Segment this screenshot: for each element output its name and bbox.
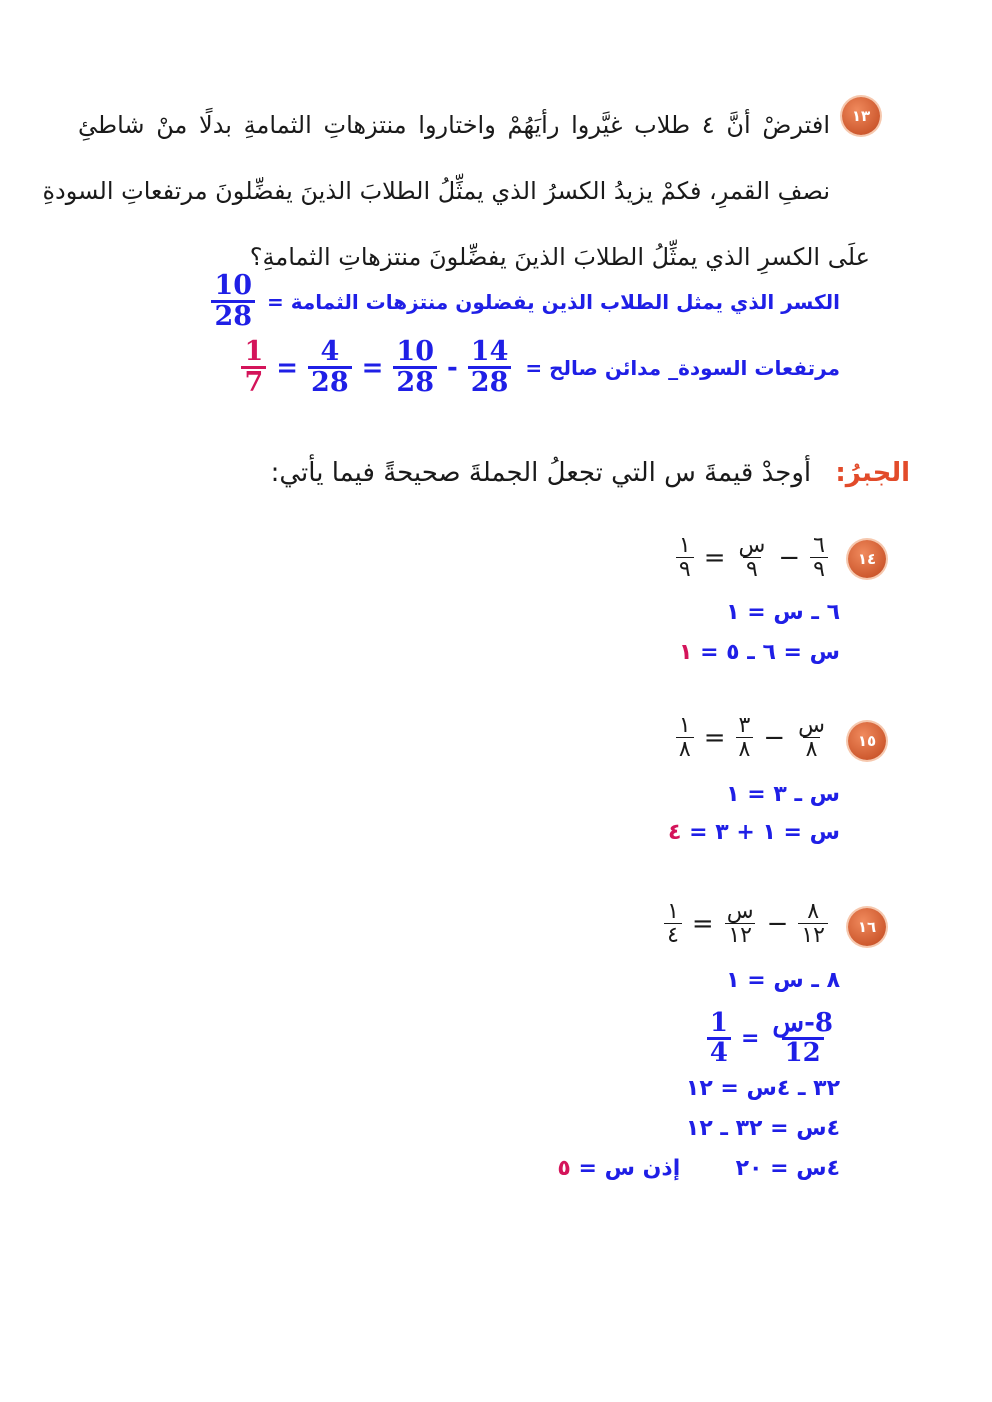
answer-2-equals-2: = [276, 352, 299, 383]
p16-step-fraction-equals: = [740, 1026, 760, 1052]
problem-13-line-3: علَى الكسرِ الذي يمثِّلُ الطلابَ الذينَ يفضِّلونَ منتزهاتِ الثمامةِ؟ [249, 243, 870, 271]
algebra-heading [271, 458, 910, 488]
problem-13-line-1: افترضْ أنَّ ٤ طلاب غيَّروا رأيَهُمْ واختاروا منتزهاتِ الثمامةِ بدلًا منْ شاطئِ [78, 111, 830, 139]
answer-2-fraction-4: $\frac{1}{7}$ [241, 338, 266, 398]
answer-2-fraction-1: $\frac{14}{28}$ [468, 338, 512, 398]
answer-1-fraction: $\frac{10}{28}$ [211, 272, 255, 332]
p16-step-1: ٨ ـ س = ١ [726, 968, 840, 993]
p16-step-4: ٤س = ٣٢ ـ ١٢ [685, 1116, 840, 1141]
p16-equals: = [691, 908, 714, 939]
answer-2-label: مرتفعات السودة_ مدائن صالح = [525, 355, 840, 380]
problem-15-badge [848, 722, 886, 760]
answer-2-fraction-2: $\frac{10}{28}$ [393, 338, 437, 398]
answer-2-equals-1: = [361, 352, 384, 383]
p16-fraction-a: $\frac{٨}{١٢}$ [798, 900, 828, 947]
p16-fraction-c: $\frac{١}{٤}$ [664, 900, 682, 947]
problem-14-badge [848, 540, 886, 578]
problem-16-equation [660, 900, 832, 947]
p14-fraction-c: $\frac{١}{٩}$ [676, 534, 694, 581]
problem-15-number: ١٥ [857, 732, 877, 750]
p14-fraction-a: $\frac{٦}{٩}$ [810, 534, 828, 581]
problem-13-badge [842, 97, 880, 135]
problem-16-number: ١٦ [857, 918, 877, 936]
algebra-label: الجبرُ: [835, 458, 910, 488]
p14-minus: − [778, 542, 801, 573]
p15-step-2: س = ١ + ٣ = ٤ [668, 820, 840, 845]
p16-step-5: ٤س = ٢٠ إذن س = ٥ [557, 1156, 840, 1181]
p15-fraction-c: $\frac{١}{٨}$ [676, 714, 694, 761]
p15-step-1: س ـ ٣ = ١ [726, 782, 840, 807]
p16-result: ٥ [557, 1156, 571, 1181]
problem-15-equation [672, 714, 832, 761]
p16-step-fraction-right: $\frac{1}{4}$ [707, 1010, 731, 1068]
answer-1-label: الكسر الذي يمثل الطلاب الذين يفضلون منتزهات الثمامة = [267, 289, 840, 314]
p14-fraction-b: $\frac{\text{س}}{٩}$ [738, 533, 766, 583]
p14-equals: = [703, 542, 726, 573]
p16-minus: − [766, 908, 789, 939]
algebra-instruction: أوجدْ قيمةَ س التي تجعلُ الجملةَ صحيحةً فيما يأتي: [270, 458, 812, 488]
problem-14-equation [672, 534, 832, 581]
problem-13-answer-1 [207, 272, 840, 332]
p14-step-2: س = ٦ ـ ٥ = ١ [678, 640, 840, 665]
p15-fraction-a: $\frac{\text{س}}{٨}$ [798, 713, 825, 763]
problem-13-line-2: نصفِ القمرِ، فكمْ يزيدُ الكسرُ الذي يمثِّلُ الطلابَ الذينَ يفضِّلونَ مرتفعاتِ السودةِ [42, 177, 830, 205]
answer-2-fraction-3: $\frac{4}{28}$ [308, 338, 352, 398]
p15-equals: = [703, 722, 726, 753]
p16-step-fraction-left: $\frac{\text{8-س}}{12}$ [772, 1008, 833, 1069]
problem-14-number: ١٤ [857, 550, 877, 568]
problem-13-number: ١٣ [851, 107, 871, 125]
problem-16-badge [848, 908, 886, 946]
p16-step-3: ٣٢ ـ ٤س = ١٢ [685, 1076, 840, 1101]
p14-result: ١ [678, 640, 693, 665]
p16-fraction-step [703, 1010, 840, 1068]
p15-result: ٤ [668, 820, 682, 845]
p16-fraction-b: $\frac{\text{س}}{١٢}$ [726, 899, 754, 949]
problem-13-answer-2 [237, 338, 840, 398]
p15-fraction-b: $\frac{٣}{٨}$ [736, 714, 754, 761]
answer-2-minus: - [447, 352, 458, 383]
p14-step-1: ٦ ـ س = ١ [726, 600, 840, 625]
p16-then-label: إذن س = [578, 1156, 681, 1181]
p15-minus: − [763, 722, 786, 753]
